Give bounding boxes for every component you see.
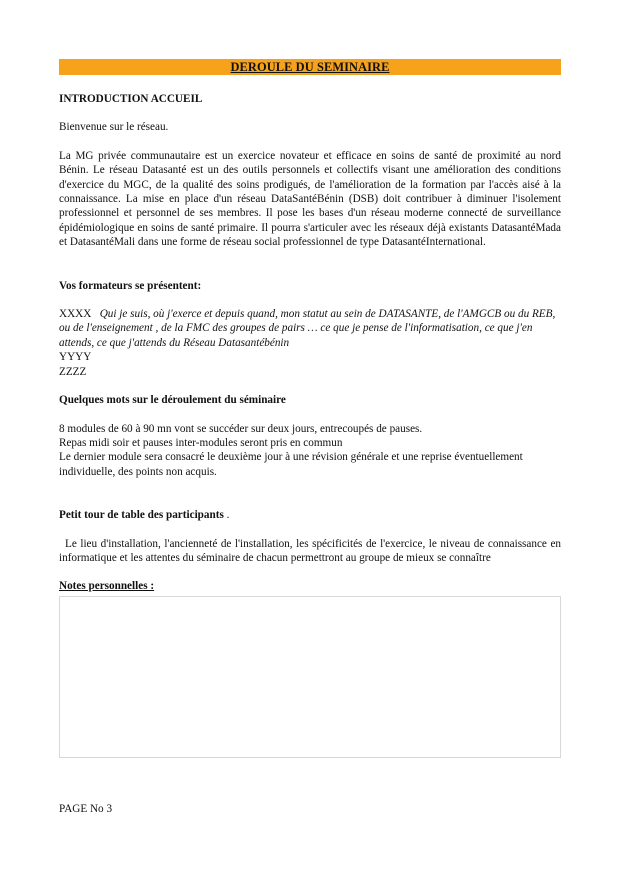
trainer-yyyy: YYYY [59, 351, 92, 364]
notes-heading: Notes personnelles : [59, 580, 155, 593]
trainer-name-xxxx: XXXX [59, 308, 92, 321]
roundtable-heading-suffix: . [223, 509, 230, 522]
roundtable-heading-line [59, 508, 561, 522]
notes-textbox[interactable] [59, 596, 561, 758]
program-list [59, 422, 561, 480]
welcome-text: Bienvenue sur le réseau. [59, 121, 169, 134]
intro-heading: INTRODUCTION ACCUEIL [59, 93, 203, 105]
program-line: 8 modules de 60 à 90 mn vont se succéder sur deux jours, entrecoupés de pauses. [59, 422, 423, 435]
trainer-xxxx [59, 307, 561, 350]
trainers-heading: Vos formateurs se présentent: [59, 279, 202, 292]
program-heading: Quelques mots sur le déroulement du séminaire [59, 394, 286, 407]
program-line: Le dernier module sera consacré le deuxième jour à une révision générale et une reprise éventuellement individuelle, des points non acquis. [59, 451, 523, 478]
intro-paragraph: La MG privée communautaire est un exercice novateur et efficace en soins de santé de proximité au nord Bénin. Le réseau Datasanté est un des outils personnels et collectifs visant une amélioration des conditions d'exercice du MGC, de la qualité des soins prodigués, de l'amélioration de la formation par l'accès aisé à la connaissance. La mise en place d'un réseau DataSantéBénin (DSB) doit contribuer à diminuer l'isolement professionnel et personnel de ses membres. Il pose les bases d'un réseau moderne connecté de surveillance épidémiologique en soins de santé primaire. Il pourra s'articuler avec les réseaux déjà existants DatasantéMada et DatasantéMali dans une forme de réseau social professionnel de type DatasantéInternational. [59, 149, 561, 249]
trainer-description: Qui je suis, où j'exerce et depuis quand, mon statut au sein de DATASANTE, de l'AMGCB ou du REB, ou de l'enseignement , de la FMC des groupes de pairs … ce que je pense de l'informatisation, ce que j'en attends, ce que j'attends du Réseau Datasantébénin [59, 308, 556, 349]
page-number: PAGE No 3 [59, 803, 113, 815]
roundtable-heading: Petit tour de table des participants [59, 509, 224, 522]
roundtable-paragraph: Le lieu d'installation, l'ancienneté de l'installation, les spécificités de l'exercice, le niveau de connaissance en informatique et les attentes du séminaire de chacun permettront au groupe de mieux se connaître [59, 537, 561, 564]
document-page [59, 59, 561, 758]
program-line: Repas midi soir et pauses inter-modules seront pris en commun [59, 436, 343, 449]
seminar-banner: DEROULE DU SEMINAIRE [59, 59, 561, 75]
trainer-zzzz: ZZZZ [59, 365, 87, 378]
